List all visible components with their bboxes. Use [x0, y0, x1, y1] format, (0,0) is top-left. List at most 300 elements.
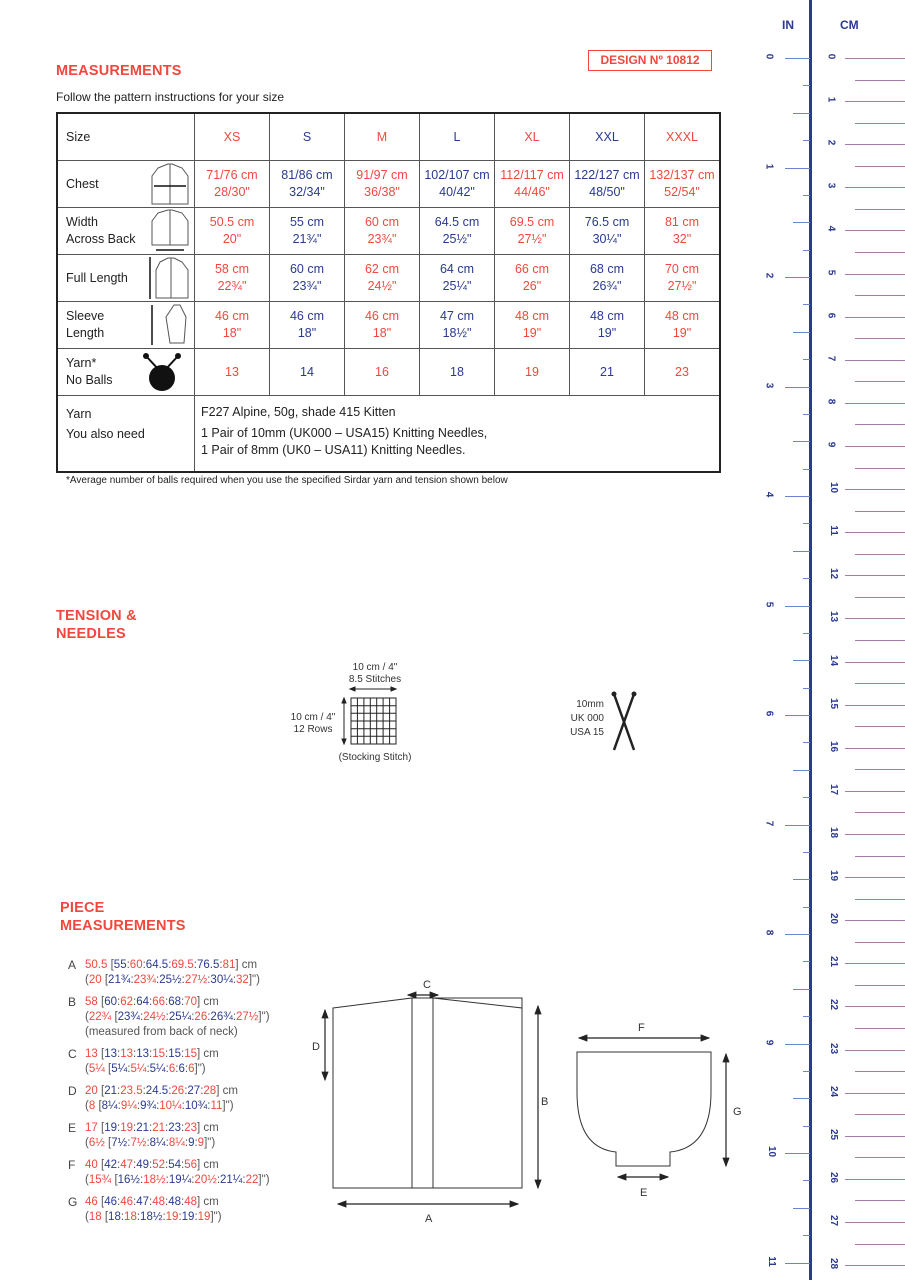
- tension-grid-icon: [340, 686, 400, 748]
- unit: cm: [203, 1122, 219, 1134]
- value: 9¾: [140, 1100, 157, 1112]
- cm-number: 18: [828, 826, 840, 839]
- inch-tick: [793, 332, 810, 333]
- table-cell: [645, 208, 721, 255]
- needle-mm: 10mm: [576, 699, 604, 710]
- value: 62: [120, 996, 133, 1008]
- cm-value: 91/97 cm: [356, 168, 408, 182]
- table-cell: [345, 208, 420, 255]
- inch-tick: [793, 1098, 810, 1099]
- cm-tick: [845, 274, 905, 275]
- cm-value: 76.5 cm: [584, 215, 630, 229]
- cm-number: 6: [825, 312, 837, 318]
- value: 21¼: [220, 1174, 243, 1186]
- value: 6: [188, 1063, 195, 1075]
- pieces-heading-line1: PIECE: [60, 900, 105, 916]
- value: 20: [88, 974, 102, 986]
- cm-value: 122/127 cm: [574, 168, 640, 182]
- value: 6: [168, 1063, 176, 1075]
- value: 22: [245, 1174, 259, 1186]
- row-label-line1: Sleeve: [66, 309, 105, 323]
- value: 15: [152, 1048, 165, 1060]
- inch-number: 6: [763, 710, 775, 717]
- cm-value: 62 cm: [364, 262, 400, 276]
- value: 26¾: [210, 1011, 233, 1023]
- value: 13: [104, 1048, 117, 1060]
- inch-tick: [785, 825, 810, 826]
- balls-cell: 13: [195, 349, 270, 396]
- cm-tick: [855, 252, 905, 253]
- cm-tick: [845, 489, 905, 490]
- value: 20: [85, 1085, 98, 1097]
- inch-tick: [803, 688, 810, 689]
- value: 9¼: [120, 1100, 137, 1112]
- inch-value: 25½": [442, 232, 472, 246]
- cm-tick: [855, 209, 905, 210]
- value: 21: [104, 1085, 117, 1097]
- inch-tick: [803, 85, 810, 86]
- size-table: [56, 112, 721, 473]
- cm-tick: [845, 187, 905, 188]
- value: 19: [120, 1122, 133, 1134]
- size-xxl: XXL: [570, 113, 645, 161]
- cm-tick: [845, 1136, 905, 1137]
- inch-value: 18": [372, 326, 392, 340]
- value: 10¼: [159, 1100, 182, 1112]
- value: 64: [136, 996, 149, 1008]
- rows-label: 12 Rows: [293, 724, 333, 735]
- cm-tick: [845, 963, 905, 964]
- inch-tick: [803, 1071, 810, 1072]
- inch-number: 2: [763, 272, 775, 279]
- cm-value: 46 cm: [289, 309, 325, 323]
- cm-tick: [855, 1244, 905, 1245]
- table-cell: [270, 302, 345, 349]
- cm-tick: [855, 726, 905, 727]
- inch-tick: [803, 1180, 810, 1181]
- value: 20½: [194, 1174, 217, 1186]
- inch-number: 9: [763, 1039, 775, 1045]
- cm-value: 46 cm: [214, 309, 250, 323]
- cm-tick: [845, 834, 905, 835]
- cm-tick: [855, 80, 905, 81]
- cm-tick: [855, 942, 905, 943]
- value: 48: [152, 1196, 165, 1208]
- unit: cm: [203, 1196, 219, 1208]
- cm-tick: [845, 1006, 905, 1007]
- cm-label: CM: [840, 18, 859, 32]
- cm-number: 22: [828, 999, 840, 1011]
- cm-value: 50.5 cm: [209, 215, 255, 229]
- value: 46: [104, 1196, 117, 1208]
- value: 16½: [117, 1174, 141, 1186]
- value: 23¾: [133, 974, 157, 986]
- inch-tick: [785, 1153, 810, 1154]
- inch-tick: [785, 168, 810, 169]
- value: 19: [165, 1211, 179, 1223]
- cm-value: 102/107 cm: [424, 168, 490, 182]
- cm-value: 81 cm: [664, 215, 700, 229]
- yarn-row: [57, 396, 720, 473]
- cm-number: 25: [828, 1128, 840, 1140]
- piece-letter: G: [68, 1195, 78, 1209]
- piece-measurement-e: E 17 [19:19:21:21:23:23] cm (6½ [7½:7½:8¼:8¼:9:9]"): [68, 1121, 219, 1149]
- table-cell: [420, 208, 495, 255]
- table-cell: [270, 208, 345, 255]
- cm-tick: [845, 101, 905, 102]
- value: 52: [152, 1159, 165, 1171]
- table-cell: [345, 255, 420, 302]
- row-label: [57, 349, 195, 396]
- cm-number: 21: [828, 956, 840, 968]
- inch-value: 26": [522, 279, 542, 293]
- table-cell: [195, 302, 270, 349]
- cm-number: 5: [825, 269, 837, 275]
- inch-tick: [785, 387, 810, 388]
- row-label-line2: Across Back: [66, 232, 136, 246]
- balls-cell: 16: [345, 349, 420, 396]
- value: 69.5: [171, 959, 194, 971]
- cm-value: 112/117 cm: [500, 168, 564, 182]
- inch-value: 18½": [442, 326, 472, 340]
- inch-tick: [803, 1235, 810, 1236]
- cm-tick: [845, 144, 905, 145]
- inch-tick: [785, 1044, 810, 1045]
- value: 21: [136, 1122, 149, 1134]
- intro-text: Follow the pattern instructions for your size: [56, 90, 285, 104]
- cm-number: 14: [828, 654, 840, 666]
- inch-tick: [785, 58, 810, 59]
- cm-tick: [845, 662, 905, 663]
- cm-tick: [855, 1028, 905, 1029]
- table-cell: [495, 255, 570, 302]
- inch-tick: [793, 770, 810, 771]
- inch-tick: [803, 414, 810, 415]
- value: 56: [184, 1159, 197, 1171]
- table-cell: [420, 302, 495, 349]
- cm-number: 3: [825, 183, 837, 189]
- inch-tick: [793, 441, 810, 442]
- unit: cm: [203, 996, 219, 1008]
- cm-tick: [845, 877, 905, 878]
- cm-tick: [855, 424, 905, 425]
- inch-tick: [793, 551, 810, 552]
- cm-tick: [855, 640, 905, 641]
- value: 49: [136, 1159, 149, 1171]
- stitch-type: (Stocking Stitch): [338, 752, 412, 763]
- label-e: E: [640, 1187, 648, 1199]
- piece-measurement-b: B 58 [60:62:64:66:68:70] cm (22¾ [23¾:24½:25¼:26:26¾:27½]") (measured from back of neck): [68, 995, 270, 1038]
- inch-tick: [803, 250, 810, 251]
- tension-heading: [56, 607, 137, 643]
- cm-number: 10: [828, 482, 840, 494]
- needle-usa: USA 15: [570, 727, 604, 738]
- needles-line-1: 1 Pair of 10mm (UK000 – USA15) Knitting Needles,: [201, 426, 488, 440]
- cm-value: 60 cm: [364, 215, 400, 229]
- yarn-label-line1: Yarn: [66, 407, 92, 421]
- value: 9: [197, 1137, 205, 1149]
- cm-tick: [845, 1050, 905, 1051]
- cm-tick: [845, 360, 905, 361]
- table-cell: [570, 255, 645, 302]
- value: 66: [152, 996, 165, 1008]
- value: 27½: [236, 1011, 259, 1023]
- inch-value: 27½": [517, 232, 547, 246]
- piece-letter: F: [68, 1158, 76, 1172]
- value: 21: [152, 1122, 165, 1134]
- inch-tick: [803, 633, 810, 634]
- value: 15: [184, 1048, 197, 1060]
- value: 23: [184, 1122, 197, 1134]
- unit: cm: [203, 1159, 219, 1171]
- row-label-line2: No Balls: [66, 373, 113, 387]
- inch-value: 19": [597, 326, 617, 340]
- inch-tick: [793, 660, 810, 661]
- inch-tick: [803, 1126, 810, 1127]
- design-number: DESIGN Nº 10812: [588, 50, 712, 71]
- inch-number: 3: [763, 382, 775, 388]
- value: 48: [184, 1196, 197, 1208]
- value: 47: [120, 1159, 133, 1171]
- cm-tick: [855, 1200, 905, 1201]
- balls-row: [57, 349, 720, 396]
- cm-value: 55 cm: [289, 215, 325, 229]
- row-label-line2: Length: [66, 326, 105, 340]
- balls-cell: 21: [570, 349, 645, 396]
- cm-value: 47 cm: [439, 309, 475, 323]
- value: 18½: [140, 1211, 163, 1223]
- inch-value: 40/42": [439, 185, 475, 199]
- cm-tick: [855, 554, 905, 555]
- full-length-diagram-icon: [146, 256, 190, 305]
- inch-value: 48/50": [589, 185, 625, 199]
- inch-value: 18": [297, 326, 317, 340]
- cm-value: 58 cm: [214, 262, 250, 276]
- cm-value: 68 cm: [589, 262, 625, 276]
- value: 58: [85, 996, 98, 1008]
- ruler-spine: [809, 0, 812, 1280]
- inch-tick: [785, 277, 810, 278]
- cm-tick: [855, 468, 905, 469]
- cm-number: 12: [828, 568, 840, 580]
- label-b: B: [541, 1096, 549, 1108]
- value: 18: [124, 1211, 137, 1223]
- cm-number: 15: [828, 697, 840, 709]
- inch-value: 28/30": [214, 185, 250, 199]
- unit: cm: [203, 1048, 219, 1060]
- size-s: S: [270, 113, 345, 161]
- inch-tick: [803, 578, 810, 579]
- value: 19: [181, 1211, 195, 1223]
- value: 64.5: [145, 959, 169, 971]
- inch-value: 20": [222, 232, 242, 246]
- table-cell: [420, 161, 495, 208]
- label-c: C: [423, 979, 431, 991]
- table-cell: [645, 255, 721, 302]
- value: 46: [120, 1196, 133, 1208]
- cm-number: 27: [828, 1214, 840, 1227]
- inch-label: IN: [782, 18, 794, 32]
- cm-value: 64 cm: [439, 262, 475, 276]
- table-row: [57, 302, 720, 349]
- row-label-line1: Width: [66, 215, 98, 229]
- value: 18: [108, 1211, 121, 1223]
- inch-value: 36/38": [364, 185, 400, 199]
- inch-value: 25¼": [442, 279, 472, 293]
- cm-number: 1: [825, 96, 837, 103]
- cm-tick: [845, 705, 905, 706]
- inch-tick: [803, 195, 810, 196]
- label-a: A: [425, 1213, 433, 1225]
- inch-value: 30¼": [592, 232, 622, 246]
- value: 68: [168, 996, 181, 1008]
- value: 6: [178, 1063, 185, 1075]
- value: 7½: [130, 1137, 147, 1149]
- value: 76.5: [196, 959, 220, 971]
- cm-tick: [855, 1157, 905, 1158]
- cm-number: 7: [825, 355, 837, 362]
- label-g: G: [733, 1106, 742, 1118]
- inch-tick: [803, 907, 810, 908]
- inch-tick: [803, 140, 810, 141]
- piece-measurement-f: F 40 [42:47:49:52:54:56] cm (15¾ [16½:18½:19¼:20½:21¼:22]"): [68, 1158, 270, 1186]
- cm-tick: [845, 58, 905, 59]
- yarn-info: [195, 396, 721, 473]
- cm-number: 4: [825, 226, 837, 232]
- table-cell: [570, 302, 645, 349]
- inch-tick: [793, 222, 810, 223]
- cm-tick: [855, 511, 905, 512]
- value: 25¼: [168, 1011, 192, 1023]
- table-row: [57, 255, 720, 302]
- cm-tick: [845, 1093, 905, 1094]
- width-label: 10 cm / 4": [352, 662, 398, 673]
- table-cell: [195, 255, 270, 302]
- inch-tick: [803, 742, 810, 743]
- inch-tick: [803, 1016, 810, 1017]
- inch-number: 8: [763, 929, 775, 936]
- table-row: [57, 208, 720, 255]
- cm-tick: [855, 856, 905, 857]
- cm-tick: [845, 230, 905, 231]
- piece-letter: B: [68, 995, 77, 1009]
- knitting-needles-icon: [610, 690, 638, 754]
- cm-number: 8: [825, 398, 837, 405]
- row-label-line1: Yarn*: [66, 356, 97, 370]
- cm-tick: [855, 812, 905, 813]
- tension-heading-line1: TENSION &: [56, 608, 137, 624]
- value: 5¼: [111, 1063, 128, 1075]
- row-label: [57, 255, 195, 302]
- value: 26: [194, 1011, 208, 1023]
- size-row: [57, 113, 720, 161]
- row-label: [57, 161, 195, 208]
- cm-number: 24: [828, 1085, 840, 1097]
- cm-tick: [845, 446, 905, 447]
- cm-value: 60 cm: [289, 262, 325, 276]
- inch-number: 4: [763, 491, 775, 498]
- sleeve-length-diagram-icon: [146, 303, 190, 352]
- cm-tick: [855, 899, 905, 900]
- value: 13: [85, 1048, 98, 1060]
- table-cell: [270, 255, 345, 302]
- value: 47: [136, 1196, 149, 1208]
- cm-value: 69.5 cm: [509, 215, 555, 229]
- label-f: F: [638, 1022, 645, 1034]
- table-cell: [195, 161, 270, 208]
- needle-size: [568, 698, 604, 740]
- cm-number: 19: [828, 870, 840, 882]
- value: 8¼: [149, 1137, 166, 1149]
- height-label: 10 cm / 4": [290, 712, 336, 723]
- value: 22¾: [88, 1011, 112, 1023]
- cm-number: 23: [828, 1042, 840, 1054]
- table-cell: [345, 161, 420, 208]
- cm-number: 0: [825, 53, 837, 60]
- cm-tick: [855, 166, 905, 167]
- piece-measurement-list: [68, 958, 270, 1232]
- size-label: Size: [57, 113, 195, 161]
- table-cell: [645, 161, 721, 208]
- value: 23.5: [120, 1085, 143, 1097]
- cm-value: 70 cm: [664, 262, 700, 276]
- inch-tick: [803, 523, 810, 524]
- cm-tick: [845, 618, 905, 619]
- value: 55: [113, 959, 127, 971]
- value: 5¼: [149, 1063, 166, 1075]
- inch-value: 27½": [667, 279, 697, 293]
- cm-value: 132/137 cm: [649, 168, 715, 182]
- size-m: M: [345, 113, 420, 161]
- inch-tick: [785, 606, 810, 607]
- cm-tick: [855, 381, 905, 382]
- value: 15: [168, 1048, 181, 1060]
- inch-number: 7: [763, 820, 775, 826]
- value: 8: [88, 1100, 96, 1112]
- inch-number: 0: [763, 53, 775, 60]
- inch-value: 19": [522, 326, 542, 340]
- cm-tick: [845, 748, 905, 749]
- inch-value: 22¾": [217, 279, 247, 293]
- value: 23: [168, 1122, 181, 1134]
- pattern-pieces-diagram: [300, 970, 760, 1240]
- value: 17: [85, 1122, 98, 1134]
- value: 26: [171, 1085, 185, 1097]
- row-label-line1: Chest: [66, 176, 99, 191]
- label-d: D: [312, 1041, 320, 1053]
- cm-number: 2: [825, 139, 837, 146]
- unit: cm: [222, 1085, 238, 1097]
- cm-number: 17: [828, 783, 840, 795]
- inch-value: 32": [672, 232, 692, 246]
- inch-tick: [785, 496, 810, 497]
- value: 19¼: [168, 1174, 192, 1186]
- size-xl: XL: [495, 113, 570, 161]
- table-cell: [495, 208, 570, 255]
- cm-value: 48 cm: [589, 309, 625, 323]
- balls-cell: 14: [270, 349, 345, 396]
- cm-tick: [845, 575, 905, 576]
- back-front-piece: [333, 998, 522, 1188]
- value: 21¾: [108, 974, 131, 986]
- measurements-heading: MEASUREMENTS: [56, 63, 182, 79]
- inch-number: 5: [763, 601, 775, 607]
- value: 60: [104, 996, 117, 1008]
- pieces-heading-line2: MEASUREMENTS: [60, 918, 186, 934]
- cm-value: 48 cm: [664, 309, 700, 323]
- value: 24.5: [145, 1085, 169, 1097]
- piece-measurement-d: D 20 [21:23.5:24.5:26:27:28] cm (8 [8¼:9¼:9¾:10¼:10¾:11]"): [68, 1084, 238, 1112]
